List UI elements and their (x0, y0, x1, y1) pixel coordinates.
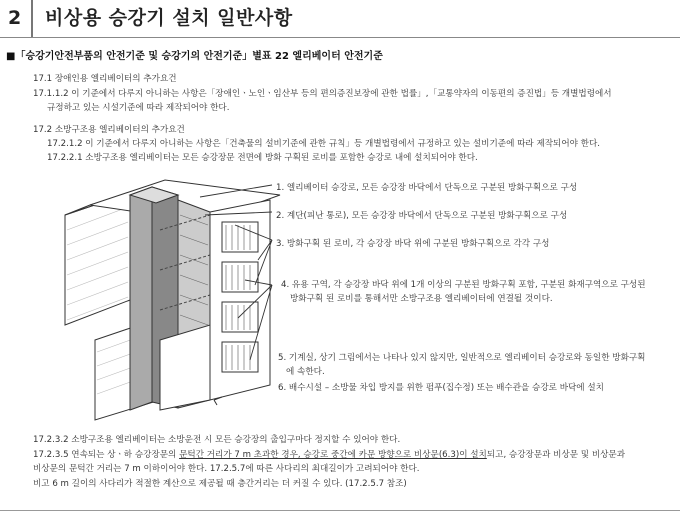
callout-5-line2: 에 속한다. (286, 367, 325, 377)
callout-4-line1: 4. 유용 구역, 각 승강장 바닥 위에 1개 이상의 구분된 방화구획 포함, 구분된 화재구역으로 구성된 (281, 280, 646, 290)
bottom-rule (0, 510, 680, 511)
sec-17-1-heading: 17.1 장애인용 엘리베이터의 추가요건 (33, 74, 177, 84)
sec-17-2-p2: 17.2.2.1 소방구조용 엘리베이터는 모든 승강장문 전면에 방화 구획된 로비를 포함한 승강로 내에 설치되어야 한다. (47, 153, 478, 163)
section-number: 2 (8, 7, 22, 29)
sec-17-1-p1-line1: 17.1.1.2 이 기준에서 다루지 아니하는 사항은「장애인ㆍ노인ㆍ임산부 등의 편의증진보장에 관한 법률」,「교통약자의 이동편의 증진법」등 개별법령에서 (33, 89, 612, 99)
lead-heading: ■「승강기안전부품의 안전기준 및 승강기의 안전기준」별표 22 엘리베이터 안전기준 (6, 51, 383, 62)
sec-17-2-3-5-line1 (33, 448, 625, 460)
sec-17-2-heading: 17.2 소방구조용 엘리베이터의 추가요건 (33, 125, 185, 135)
callout-6: 6. 배수시설 – 소방물 차입 방지를 위한 펌푸(집수정) 또는 배수관을 승강로 바닥에 설치 (278, 383, 604, 393)
sec-17-1-p1-line2: 규정하고 있는 시설기준에 따라 제작되어야 한다. (47, 103, 230, 113)
callout-5-line1: 5. 기계실, 상기 그림에서는 나타나 있지 않지만, 일반적으로 엘리베이터 승강로와 동일한 방화구획 (278, 353, 646, 363)
sec-17-2-p1: 17.2.1.2 이 기준에서 다루지 아니하는 사항은「건축물의 설비기준에 관한 규칙」등 개별법령에서 규정하고 있는 설비기준에 따라 제작되어야 한다. (47, 139, 601, 149)
callout-4-line2: 방화구획 된 로비를 통해서만 소방구조용 엘리베이터에 연결될 것이다. (290, 294, 553, 304)
callout-3: 3. 방화구획 된 로비, 각 승강장 바닥 위에 구분된 방화구획으로 각각 구성 (276, 239, 550, 249)
sec-17-2-3-2: 17.2.3.2 소방구조용 엘리베이터는 소방운전 시 모든 승강장의 출입구마다 정지할 수 있어야 한다. (33, 435, 401, 445)
section-title: 비상용 승강기 설치 일반사항 (45, 7, 293, 29)
callout-2: 2. 계단(피난 통로), 모든 승강장 바닥에서 단독으로 구분된 방화구획으로 구성 (276, 211, 568, 221)
l2-prefix: 17.2.3.5 연속되는 상ㆍ하 승강장문의 (33, 450, 180, 460)
l2-suffix: 되고, 승강장문과 비상문 및 비상문과 (486, 450, 626, 460)
callout-1: 1. 엘리베이터 승강로, 모든 승강장 바닥에서 단독으로 구분된 방화구획으로 구성 (276, 183, 578, 193)
l2-underlined: 문턱간 거리가 7 m 초과한 경우, 승강로 중간에 카문 방향으로 비상문(6.3)이 설치 (179, 450, 487, 460)
remark-line: 비고 6 m 길이의 사다리가 적절한 계산으로 제공될 때 층간거리는 더 커질 수 있다. (17.2.5.7 참조) (33, 479, 407, 489)
sec-17-2-3-5-line2: 비상문의 문턱간 거리는 7 m 이하이어야 한다. 17.2.5.7에 따른 사다리의 최대길이가 고려되어야 한다. (33, 464, 420, 474)
